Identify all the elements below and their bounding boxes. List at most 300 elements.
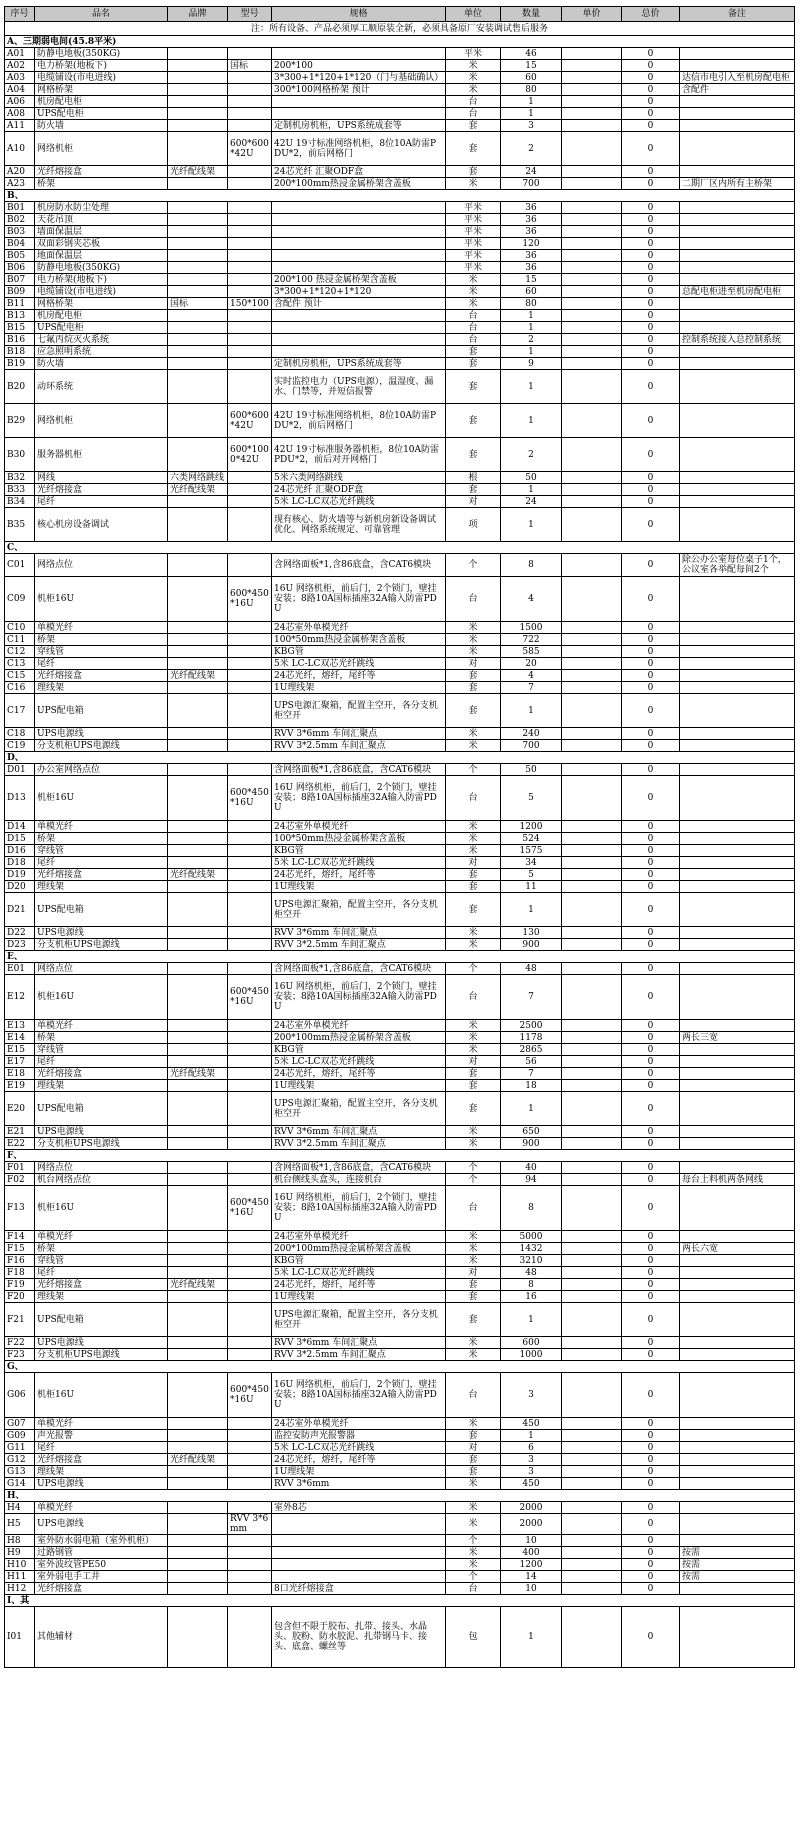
item-name: 光纤熔接盒 bbox=[35, 670, 168, 682]
item-total: 0 bbox=[622, 370, 680, 404]
table-row bbox=[5, 845, 795, 857]
col-header: 单位 bbox=[446, 7, 501, 22]
item-name: 室外波纹管PE50 bbox=[35, 1559, 168, 1571]
item-spec: 5米 LC-LC双芯光纤跳线 bbox=[272, 1056, 446, 1068]
item-remark bbox=[680, 1454, 795, 1466]
table-row bbox=[5, 1056, 795, 1068]
row-index: B15 bbox=[5, 322, 35, 334]
item-spec: 8口光纤熔接盒 bbox=[272, 1583, 446, 1595]
item-qty: 130 bbox=[501, 927, 562, 939]
item-brand bbox=[168, 310, 228, 322]
item-total: 0 bbox=[622, 857, 680, 869]
item-unit-price bbox=[562, 682, 622, 694]
item-brand bbox=[168, 1032, 228, 1044]
item-spec bbox=[272, 346, 446, 358]
item-unit-price bbox=[562, 1080, 622, 1092]
item-name: 动环系统 bbox=[35, 370, 168, 404]
item-total: 0 bbox=[622, 658, 680, 670]
item-brand bbox=[168, 72, 228, 84]
item-total: 0 bbox=[622, 132, 680, 166]
item-qty: 8 bbox=[501, 554, 562, 577]
item-remark: 按需 bbox=[680, 1559, 795, 1571]
item-unit-price bbox=[562, 298, 622, 310]
item-qty: 1 bbox=[501, 484, 562, 496]
item-name: 墙面保温层 bbox=[35, 226, 168, 238]
item-brand bbox=[168, 1466, 228, 1478]
row-index: D23 bbox=[5, 939, 35, 951]
col-header: 型号 bbox=[228, 7, 272, 22]
item-remark bbox=[680, 1267, 795, 1279]
section-row bbox=[5, 951, 795, 963]
item-total: 0 bbox=[622, 274, 680, 286]
row-index: B16 bbox=[5, 334, 35, 346]
item-name: UPS配电箱 bbox=[35, 1092, 168, 1126]
item-name: 网线 bbox=[35, 472, 168, 484]
item-total: 0 bbox=[622, 776, 680, 821]
item-unit-price bbox=[562, 1162, 622, 1174]
item-qty: 2865 bbox=[501, 1044, 562, 1056]
item-remark bbox=[680, 1373, 795, 1418]
row-index: A23 bbox=[5, 178, 35, 190]
item-qty: 700 bbox=[501, 178, 562, 190]
item-total: 0 bbox=[622, 60, 680, 72]
item-total: 0 bbox=[622, 1430, 680, 1442]
item-brand bbox=[168, 404, 228, 438]
item-name: 七氟丙烷灭火系统 bbox=[35, 334, 168, 346]
item-unit-price bbox=[562, 438, 622, 472]
table-row bbox=[5, 178, 795, 190]
table-row bbox=[5, 1267, 795, 1279]
row-index: C11 bbox=[5, 634, 35, 646]
item-remark: 二期厂区内所有主桥架 bbox=[680, 178, 795, 190]
item-brand bbox=[168, 963, 228, 975]
header-row bbox=[5, 7, 795, 22]
item-brand bbox=[168, 893, 228, 927]
item-unit: 台 bbox=[446, 975, 501, 1020]
item-model: 600*450*16U bbox=[228, 577, 272, 622]
item-qty: 15 bbox=[501, 274, 562, 286]
item-model bbox=[228, 927, 272, 939]
item-model bbox=[228, 1607, 272, 1668]
item-spec: UPS电源汇聚箱，配置主空开，各分支机柜空开 bbox=[272, 1303, 446, 1337]
item-remark bbox=[680, 226, 795, 238]
item-remark bbox=[680, 132, 795, 166]
item-total: 0 bbox=[622, 250, 680, 262]
item-model: 600*1000*42U bbox=[228, 438, 272, 472]
item-model bbox=[228, 1466, 272, 1478]
table-row bbox=[5, 1466, 795, 1478]
item-brand: 光纤配线架 bbox=[168, 1454, 228, 1466]
item-remark: 除公办公室每位桌子1个，公议室各举配每间2个 bbox=[680, 554, 795, 577]
table-row bbox=[5, 1337, 795, 1349]
item-spec: KBG管 bbox=[272, 1044, 446, 1056]
item-unit: 对 bbox=[446, 1442, 501, 1454]
item-unit: 台 bbox=[446, 776, 501, 821]
col-header: 品名 bbox=[35, 7, 168, 22]
item-remark bbox=[680, 776, 795, 821]
item-brand bbox=[168, 1162, 228, 1174]
item-unit-price bbox=[562, 1243, 622, 1255]
item-model bbox=[228, 857, 272, 869]
item-model bbox=[228, 108, 272, 120]
item-unit-price bbox=[562, 975, 622, 1020]
item-total: 0 bbox=[622, 96, 680, 108]
item-total: 0 bbox=[622, 1502, 680, 1514]
item-total: 0 bbox=[622, 334, 680, 346]
item-unit: 平米 bbox=[446, 48, 501, 60]
item-remark bbox=[680, 1020, 795, 1032]
table-row bbox=[5, 1279, 795, 1291]
item-name: 机房配电柜 bbox=[35, 96, 168, 108]
item-model bbox=[228, 48, 272, 60]
table-row bbox=[5, 322, 795, 334]
item-remark bbox=[680, 60, 795, 72]
item-spec bbox=[272, 334, 446, 346]
item-spec: 3*300+1*120+1*120 bbox=[272, 286, 446, 298]
item-model bbox=[228, 286, 272, 298]
item-spec bbox=[272, 1571, 446, 1583]
item-unit: 米 bbox=[446, 1032, 501, 1044]
item-remark bbox=[680, 1126, 795, 1138]
item-model bbox=[228, 1056, 272, 1068]
item-model bbox=[228, 358, 272, 370]
item-unit-price bbox=[562, 262, 622, 274]
item-model: 600*450*16U bbox=[228, 1186, 272, 1231]
item-unit: 米 bbox=[446, 1478, 501, 1490]
item-spec: 5米 LC-LC双芯光纤跳线 bbox=[272, 1442, 446, 1454]
item-unit: 个 bbox=[446, 1162, 501, 1174]
item-spec: 200*100mm热浸金属桥架含盖板 bbox=[272, 178, 446, 190]
item-name: 单模光纤 bbox=[35, 821, 168, 833]
item-unit-price bbox=[562, 322, 622, 334]
item-remark bbox=[680, 893, 795, 927]
table-row bbox=[5, 274, 795, 286]
item-unit: 台 bbox=[446, 96, 501, 108]
row-index: B30 bbox=[5, 438, 35, 472]
item-qty: 722 bbox=[501, 634, 562, 646]
item-unit-price bbox=[562, 72, 622, 84]
item-unit-price bbox=[562, 1583, 622, 1595]
row-index: G06 bbox=[5, 1373, 35, 1418]
row-index: C09 bbox=[5, 577, 35, 622]
item-remark bbox=[680, 939, 795, 951]
row-index: E22 bbox=[5, 1138, 35, 1150]
item-model: 600*450*16U bbox=[228, 1373, 272, 1418]
row-index: A04 bbox=[5, 84, 35, 96]
item-model bbox=[228, 1430, 272, 1442]
equipment-table bbox=[4, 6, 795, 1668]
item-spec: UPS电源汇聚箱，配置主空开，各分支机柜空开 bbox=[272, 893, 446, 927]
table-row bbox=[5, 646, 795, 658]
item-model bbox=[228, 322, 272, 334]
item-unit: 台 bbox=[446, 577, 501, 622]
item-unit: 套 bbox=[446, 1466, 501, 1478]
item-spec: 机台侧线头盒头，连接机台 bbox=[272, 1174, 446, 1186]
item-spec: KBG管 bbox=[272, 646, 446, 658]
item-total: 0 bbox=[622, 821, 680, 833]
item-total: 0 bbox=[622, 1279, 680, 1291]
item-brand bbox=[168, 1126, 228, 1138]
note-row bbox=[5, 22, 795, 36]
section-title: B、 bbox=[5, 190, 795, 202]
item-qty: 3 bbox=[501, 1466, 562, 1478]
item-unit: 台 bbox=[446, 1583, 501, 1595]
item-model bbox=[228, 1243, 272, 1255]
item-name: 网格桥架 bbox=[35, 84, 168, 96]
table-row bbox=[5, 404, 795, 438]
item-qty: 3 bbox=[501, 1373, 562, 1418]
row-index: F18 bbox=[5, 1267, 35, 1279]
item-model bbox=[228, 1547, 272, 1559]
item-name: 办公室网络点位 bbox=[35, 764, 168, 776]
item-qty: 240 bbox=[501, 728, 562, 740]
item-unit-price bbox=[562, 833, 622, 845]
item-spec: 24芯室外单模光纤 bbox=[272, 1231, 446, 1243]
item-unit-price bbox=[562, 1092, 622, 1126]
table-row bbox=[5, 764, 795, 776]
item-qty: 10 bbox=[501, 1583, 562, 1595]
item-brand bbox=[168, 334, 228, 346]
item-brand bbox=[168, 857, 228, 869]
item-brand bbox=[168, 1373, 228, 1418]
table-row bbox=[5, 776, 795, 821]
item-brand bbox=[168, 1337, 228, 1349]
item-model bbox=[228, 1442, 272, 1454]
item-remark bbox=[680, 1138, 795, 1150]
item-unit-price bbox=[562, 404, 622, 438]
table-row bbox=[5, 833, 795, 845]
col-header: 序号 bbox=[5, 7, 35, 22]
table-row bbox=[5, 1032, 795, 1044]
item-model bbox=[228, 334, 272, 346]
item-name: 尾纤 bbox=[35, 1442, 168, 1454]
item-unit-price bbox=[562, 881, 622, 893]
item-qty: 1 bbox=[501, 310, 562, 322]
item-remark bbox=[680, 1255, 795, 1267]
item-name: 单模光纤 bbox=[35, 1418, 168, 1430]
item-qty: 48 bbox=[501, 1267, 562, 1279]
item-total: 0 bbox=[622, 358, 680, 370]
item-qty: 5000 bbox=[501, 1231, 562, 1243]
item-model: 600*600*42U bbox=[228, 132, 272, 166]
item-name: UPS电源线 bbox=[35, 1478, 168, 1490]
item-remark bbox=[680, 472, 795, 484]
item-unit-price bbox=[562, 1291, 622, 1303]
item-remark: 总配电柜进至机房配电柜 bbox=[680, 286, 795, 298]
row-index: F14 bbox=[5, 1231, 35, 1243]
item-name: 机柜16U bbox=[35, 975, 168, 1020]
item-total: 0 bbox=[622, 404, 680, 438]
item-name: 理线架 bbox=[35, 682, 168, 694]
item-unit-price bbox=[562, 554, 622, 577]
item-model bbox=[228, 1092, 272, 1126]
row-index: B34 bbox=[5, 496, 35, 508]
item-brand bbox=[168, 1442, 228, 1454]
item-unit: 套 bbox=[446, 438, 501, 472]
item-name: 核心机房设备调试 bbox=[35, 508, 168, 542]
item-unit-price bbox=[562, 1607, 622, 1668]
item-brand bbox=[168, 1291, 228, 1303]
item-spec bbox=[272, 96, 446, 108]
table-row bbox=[5, 1583, 795, 1595]
row-index: B03 bbox=[5, 226, 35, 238]
item-brand bbox=[168, 1044, 228, 1056]
col-header: 规格 bbox=[272, 7, 446, 22]
item-model bbox=[228, 250, 272, 262]
item-unit: 米 bbox=[446, 646, 501, 658]
item-qty: 94 bbox=[501, 1174, 562, 1186]
item-spec bbox=[272, 1547, 446, 1559]
item-remark bbox=[680, 927, 795, 939]
item-qty: 80 bbox=[501, 84, 562, 96]
item-unit-price bbox=[562, 120, 622, 132]
item-total: 0 bbox=[622, 1126, 680, 1138]
item-spec: 1U理线架 bbox=[272, 1466, 446, 1478]
item-brand bbox=[168, 274, 228, 286]
row-index: E19 bbox=[5, 1080, 35, 1092]
item-spec: 含网络面板*1,含86底盒，含CAT6模块 bbox=[272, 554, 446, 577]
item-spec: 200*100 bbox=[272, 60, 446, 72]
item-unit-price bbox=[562, 370, 622, 404]
item-qty: 60 bbox=[501, 72, 562, 84]
item-unit: 米 bbox=[446, 1126, 501, 1138]
item-remark bbox=[680, 1418, 795, 1430]
item-brand bbox=[168, 1092, 228, 1126]
table-row bbox=[5, 370, 795, 404]
item-spec bbox=[272, 226, 446, 238]
row-index: F13 bbox=[5, 1186, 35, 1231]
item-remark bbox=[680, 1080, 795, 1092]
item-spec: 5米六类网络跳线 bbox=[272, 472, 446, 484]
item-model: 600*600*42U bbox=[228, 404, 272, 438]
item-name: 桥架 bbox=[35, 178, 168, 190]
item-name: UPS电源线 bbox=[35, 927, 168, 939]
item-name: 过路钢管 bbox=[35, 1547, 168, 1559]
item-brand bbox=[168, 370, 228, 404]
item-brand bbox=[168, 833, 228, 845]
item-remark bbox=[680, 1535, 795, 1547]
row-index: C19 bbox=[5, 740, 35, 752]
item-name: 光纤熔接盒 bbox=[35, 484, 168, 496]
item-qty: 1575 bbox=[501, 845, 562, 857]
item-model bbox=[228, 508, 272, 542]
item-unit-price bbox=[562, 1068, 622, 1080]
item-qty: 2000 bbox=[501, 1502, 562, 1514]
item-total: 0 bbox=[622, 927, 680, 939]
item-total: 0 bbox=[622, 1174, 680, 1186]
item-unit: 米 bbox=[446, 622, 501, 634]
item-remark: 控制系统接入总控制系统 bbox=[680, 334, 795, 346]
item-model bbox=[228, 1267, 272, 1279]
row-index: E20 bbox=[5, 1092, 35, 1126]
item-qty: 24 bbox=[501, 496, 562, 508]
item-brand: 光纤配线架 bbox=[168, 670, 228, 682]
item-name: 穿线管 bbox=[35, 1255, 168, 1267]
item-model bbox=[228, 646, 272, 658]
row-index: B06 bbox=[5, 262, 35, 274]
item-spec bbox=[272, 1514, 446, 1535]
item-spec bbox=[272, 322, 446, 334]
item-model bbox=[228, 1535, 272, 1547]
table-row bbox=[5, 346, 795, 358]
item-remark: 两长六宽 bbox=[680, 1243, 795, 1255]
item-remark: 每台上料机两条网线 bbox=[680, 1174, 795, 1186]
row-index: I01 bbox=[5, 1607, 35, 1668]
item-total: 0 bbox=[622, 310, 680, 322]
item-remark bbox=[680, 108, 795, 120]
item-total: 0 bbox=[622, 939, 680, 951]
row-index: D20 bbox=[5, 881, 35, 893]
item-remark bbox=[680, 1337, 795, 1349]
item-remark bbox=[680, 1514, 795, 1535]
item-unit-price bbox=[562, 472, 622, 484]
item-remark bbox=[680, 881, 795, 893]
row-index: G07 bbox=[5, 1418, 35, 1430]
item-model bbox=[228, 1162, 272, 1174]
row-index: F20 bbox=[5, 1291, 35, 1303]
row-index: D14 bbox=[5, 821, 35, 833]
item-unit: 根 bbox=[446, 472, 501, 484]
item-unit-price bbox=[562, 1535, 622, 1547]
table-row bbox=[5, 202, 795, 214]
row-index: G09 bbox=[5, 1430, 35, 1442]
item-unit-price bbox=[562, 728, 622, 740]
item-unit: 个 bbox=[446, 764, 501, 776]
item-remark: 含配件 bbox=[680, 84, 795, 96]
item-total: 0 bbox=[622, 1303, 680, 1337]
item-brand bbox=[168, 845, 228, 857]
item-total: 0 bbox=[622, 322, 680, 334]
item-remark bbox=[680, 764, 795, 776]
item-total: 0 bbox=[622, 881, 680, 893]
item-name: 机柜16U bbox=[35, 577, 168, 622]
item-unit: 米 bbox=[446, 84, 501, 96]
item-brand bbox=[168, 728, 228, 740]
row-index: B13 bbox=[5, 310, 35, 322]
item-unit: 个 bbox=[446, 1174, 501, 1186]
table-row bbox=[5, 508, 795, 542]
item-qty: 524 bbox=[501, 833, 562, 845]
item-unit-price bbox=[562, 694, 622, 728]
table-row bbox=[5, 1502, 795, 1514]
item-qty: 1200 bbox=[501, 1559, 562, 1571]
item-brand bbox=[168, 634, 228, 646]
item-brand bbox=[168, 622, 228, 634]
item-brand bbox=[168, 1571, 228, 1583]
item-name: 单模光纤 bbox=[35, 622, 168, 634]
item-unit: 套 bbox=[446, 1092, 501, 1126]
table-row bbox=[5, 1454, 795, 1466]
item-brand bbox=[168, 438, 228, 472]
item-model bbox=[228, 869, 272, 881]
item-total: 0 bbox=[622, 694, 680, 728]
item-spec: UPS电源汇聚箱，配置主空开，各分支机柜空开 bbox=[272, 694, 446, 728]
item-total: 0 bbox=[622, 1571, 680, 1583]
item-spec: KBG管 bbox=[272, 1255, 446, 1267]
item-name: 防静电地板(350KG) bbox=[35, 48, 168, 60]
table-row bbox=[5, 96, 795, 108]
item-total: 0 bbox=[622, 298, 680, 310]
item-qty: 36 bbox=[501, 226, 562, 238]
table-row bbox=[5, 1349, 795, 1361]
item-unit-price bbox=[562, 238, 622, 250]
item-qty: 585 bbox=[501, 646, 562, 658]
item-model bbox=[228, 1337, 272, 1349]
row-index: B04 bbox=[5, 238, 35, 250]
item-unit: 米 bbox=[446, 1255, 501, 1267]
item-brand bbox=[168, 214, 228, 226]
item-remark bbox=[680, 821, 795, 833]
